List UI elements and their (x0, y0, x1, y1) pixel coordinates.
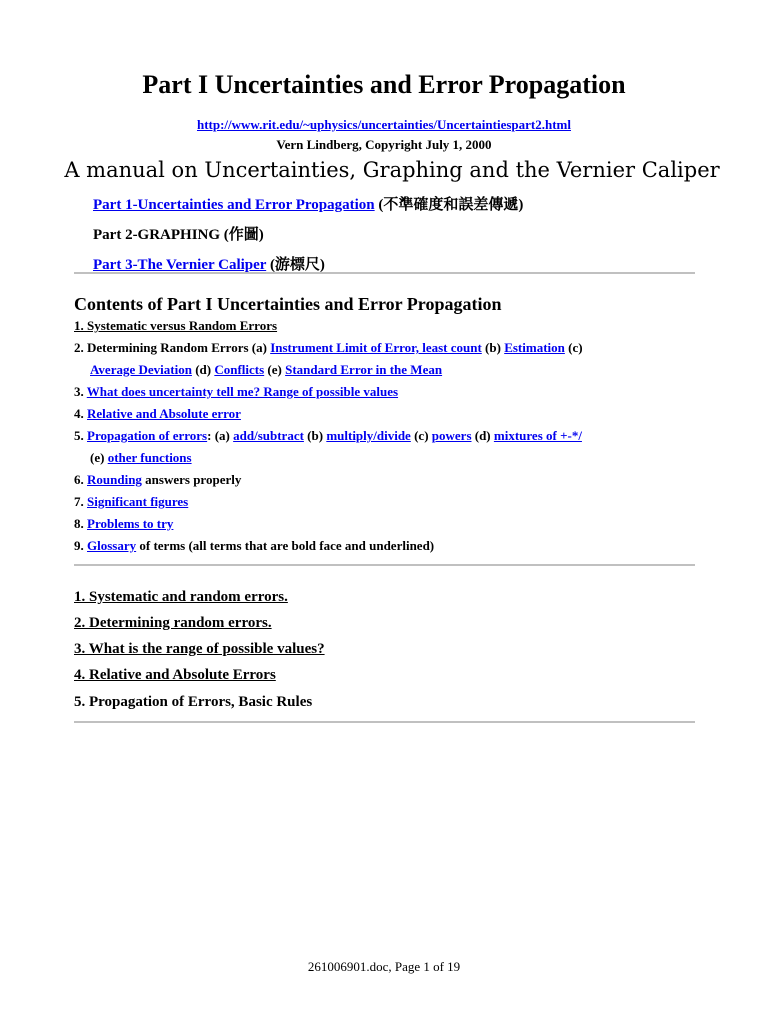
toc-item-5-text-e: (d) (471, 428, 494, 443)
toc-item-5-cont (90, 450, 192, 466)
toc-item-3-num: 3. (74, 384, 87, 399)
part-1-line (93, 193, 523, 214)
add-subtract-link[interactable]: add/subtract (233, 428, 304, 443)
propagation-link[interactable]: Propagation of errors (87, 428, 208, 443)
average-deviation-link[interactable]: Average Deviation (90, 362, 192, 377)
section-5-heading: 5. Propagation of Errors, Basic Rules (74, 694, 313, 710)
rounding-link[interactable]: Rounding (87, 472, 142, 487)
standard-error-link[interactable]: Standard Error in the Mean (285, 362, 443, 377)
contents-heading: Contents of Part I Uncertainties and Error Propagation (74, 294, 502, 314)
toc-item-5-num: 5. (74, 428, 87, 443)
conflicts-link[interactable]: Conflicts (214, 362, 265, 377)
toc-item-6 (74, 472, 241, 488)
part-3-link[interactable]: Part 3-The Vernier Caliper (93, 257, 267, 273)
toc-item-9-num: 9. (74, 538, 87, 553)
toc-item-5-text-c: (b) (303, 428, 327, 443)
section-1-heading[interactable]: 1. Systematic and random errors. (74, 589, 288, 605)
section-4-heading[interactable]: 4. Relative and Absolute Errors (74, 667, 276, 683)
source-url-container (0, 117, 768, 133)
page-footer: 261006901.doc, Page 1 of 19 (307, 959, 461, 974)
relative-absolute-link[interactable]: Relative and Absolute error (87, 406, 241, 421)
section-3-heading[interactable]: 3. What is the range of possible values? (74, 641, 325, 657)
toc-item-5-text-b: : (a) (207, 428, 234, 443)
toc-item-7-num: 7. (74, 494, 87, 509)
other-functions-link[interactable]: other functions (107, 450, 192, 465)
toc-item-1[interactable] (74, 318, 277, 334)
divider (74, 564, 695, 566)
divider (74, 272, 695, 274)
toc-item-7 (74, 494, 188, 510)
source-url-link[interactable]: http://www.rit.edu/~uphysics/uncertainties/Uncertaintiespart2.html (196, 117, 571, 132)
instrument-limit-link[interactable]: Instrument Limit of Error, least count (270, 340, 482, 355)
divider (74, 721, 695, 723)
toc-item-2 (74, 340, 583, 356)
toc-item-5-text-f: (e) (90, 450, 108, 465)
toc-item-8 (74, 516, 173, 532)
page-title: Part I Uncertainties and Error Propagation (142, 70, 626, 99)
glossary-link[interactable]: Glossary (87, 538, 137, 553)
significant-figures-link[interactable]: Significant figures (87, 494, 189, 509)
part-1-chinese: (不準確度和誤差傳遞) (374, 197, 524, 213)
toc-item-9-text: of terms (all terms that are bold face and underlined) (136, 538, 435, 553)
toc-item-2-text: 2. Determining Random Errors (a) (74, 340, 271, 355)
toc-item-1-link[interactable]: 1. Systematic versus Random Errors (74, 318, 278, 333)
author-line: Vern Lindberg, Copyright July 1, 2000 (276, 137, 492, 152)
toc-item-4 (74, 406, 241, 422)
part-3-line (93, 253, 325, 274)
toc-item-6-num: 6. (74, 472, 87, 487)
powers-link[interactable]: powers (431, 428, 472, 443)
toc-item-2-cont (90, 362, 442, 378)
range-values-link[interactable]: What does uncertainty tell me? Range of possible values (86, 384, 399, 399)
toc-item-9 (74, 538, 434, 554)
toc-item-5 (74, 428, 582, 444)
toc-item-2-text-e: (e) (264, 362, 286, 377)
part-2-line: Part 2-GRAPHING (作圖) (93, 227, 264, 243)
toc-item-8-num: 8. (74, 516, 87, 531)
estimation-link[interactable]: Estimation (504, 340, 565, 355)
manual-subtitle: A manual on Uncertainties, Graphing and the Vernier Caliper (64, 158, 720, 182)
toc-item-6-text: answers properly (141, 472, 242, 487)
multiply-divide-link[interactable]: multiply/divide (326, 428, 411, 443)
part-3-chinese: (游標尺) (266, 257, 325, 273)
toc-item-2-text-c: (c) (564, 340, 583, 355)
part-1-link[interactable]: Part 1-Uncertainties and Error Propagation (93, 197, 375, 213)
mixtures-link[interactable]: mixtures of +-*/ (493, 428, 582, 443)
toc-item-4-num: 4. (74, 406, 87, 421)
problems-link[interactable]: Problems to try (87, 516, 174, 531)
toc-item-2-text-b: (b) (481, 340, 505, 355)
section-2-heading[interactable]: 2. Determining random errors. (74, 615, 272, 631)
toc-item-2-text-d: (d) (191, 362, 215, 377)
toc-item-3 (74, 384, 398, 400)
toc-item-5-text-d: (c) (410, 428, 432, 443)
